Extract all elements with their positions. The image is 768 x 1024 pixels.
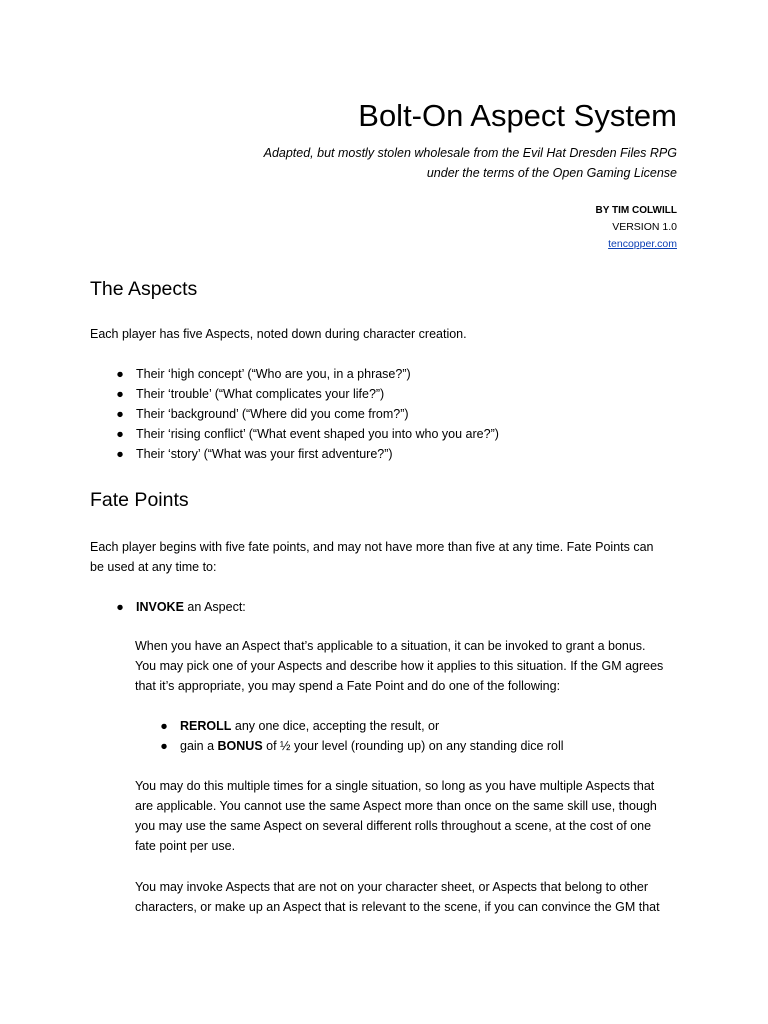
list-item	[114, 364, 499, 384]
paragraph-line: you may use the same Aspect on several different rolls throughout a scene, at the cost of one	[135, 819, 652, 833]
list-item	[158, 716, 564, 736]
list-item	[114, 424, 499, 444]
invoke-options-list	[158, 716, 564, 756]
fate-intro-line: be used at any time to:	[90, 560, 217, 574]
bullet-icon: ●	[116, 387, 124, 401]
paragraph-line: You may invoke Aspects that are not on your character sheet, or Aspects that belong to other	[135, 880, 649, 894]
bullet-icon: ●	[116, 600, 124, 614]
section-heading-fate-points: Fate Points	[90, 489, 189, 511]
list-item-text: Their ‘high concept’ (“Who are you, in a phrase?”)	[136, 367, 411, 381]
bullet-icon: ●	[160, 739, 168, 753]
paragraph-line: When you have an Aspect that’s applicable to a situation, it can be invoked to grant a bonus.	[135, 639, 646, 653]
invoke-paragraph-2	[135, 776, 683, 856]
invoke-label-rest: an Aspect:	[183, 600, 246, 614]
paragraph-line: fate point per use.	[135, 839, 236, 853]
list-item	[114, 384, 499, 404]
invoke-paragraph-3	[135, 877, 683, 917]
fate-intro	[90, 537, 680, 577]
invoke-paragraph-1	[135, 636, 683, 696]
item-prefix: gain a	[180, 739, 218, 753]
bullet-icon: ●	[160, 719, 168, 733]
reroll-keyword: REROLL	[180, 719, 232, 733]
list-item-text: Their ‘story’ (“What was your first adventure?”)	[136, 447, 393, 461]
bonus-keyword: BONUS	[217, 739, 263, 753]
bullet-icon: ●	[116, 427, 124, 441]
subtitle-line-1: Adapted, but mostly stolen wholesale from the Evil Hat Dresden Files RPG	[263, 146, 677, 160]
paragraph-line: are applicable. You cannot use the same Aspect more than once on the same skill use, though	[135, 799, 657, 813]
aspects-intro: Each player has five Aspects, noted down during character creation.	[90, 327, 467, 341]
list-item	[114, 444, 499, 464]
item-rest: of ½ your level (rounding up) on any standing dice roll	[262, 739, 564, 753]
paragraph-line: You may do this multiple times for a single situation, so long as you have multiple Aspects that	[135, 779, 655, 793]
list-item	[114, 404, 499, 424]
document-title: Bolt-On Aspect System	[358, 98, 677, 133]
paragraph-line: characters, or make up an Aspect that is relevant to the scene, if you can convince the GM that	[135, 900, 660, 914]
list-item-text: Their ‘background’ (“Where did you come from?”)	[136, 407, 409, 421]
website-link[interactable]: tencopper.com	[608, 238, 677, 250]
item-rest: any one dice, accepting the result, or	[231, 719, 440, 733]
paragraph-line: that it’s appropriate, you may spend a Fate Point and do one of the following:	[135, 679, 561, 693]
aspects-list	[114, 364, 499, 464]
fate-intro-line: Each player begins with five fate points, and may not have more than five at any time. Fate Points can	[90, 540, 654, 554]
bullet-icon: ●	[116, 407, 124, 421]
version-label: VERSION 1.0	[612, 221, 677, 233]
paragraph-line: You may pick one of your Aspects and describe how it applies to this situation. If the GM agrees	[135, 659, 664, 673]
list-item-text: Their ‘rising conflict’ (“What event shaped you into who you are?”)	[136, 427, 499, 441]
list-item-invoke	[114, 597, 246, 617]
list-item-text: Their ‘trouble’ (“What complicates your life?”)	[136, 387, 385, 401]
bullet-icon: ●	[116, 447, 124, 461]
invoke-keyword: INVOKE	[136, 600, 184, 614]
list-item	[158, 736, 564, 756]
bullet-icon: ●	[116, 367, 124, 381]
section-heading-aspects: The Aspects	[90, 278, 198, 300]
fate-uses-list	[114, 597, 246, 617]
author-byline: BY TIM COLWILL	[595, 205, 677, 216]
subtitle-line-2: under the terms of the Open Gaming License	[426, 166, 677, 180]
